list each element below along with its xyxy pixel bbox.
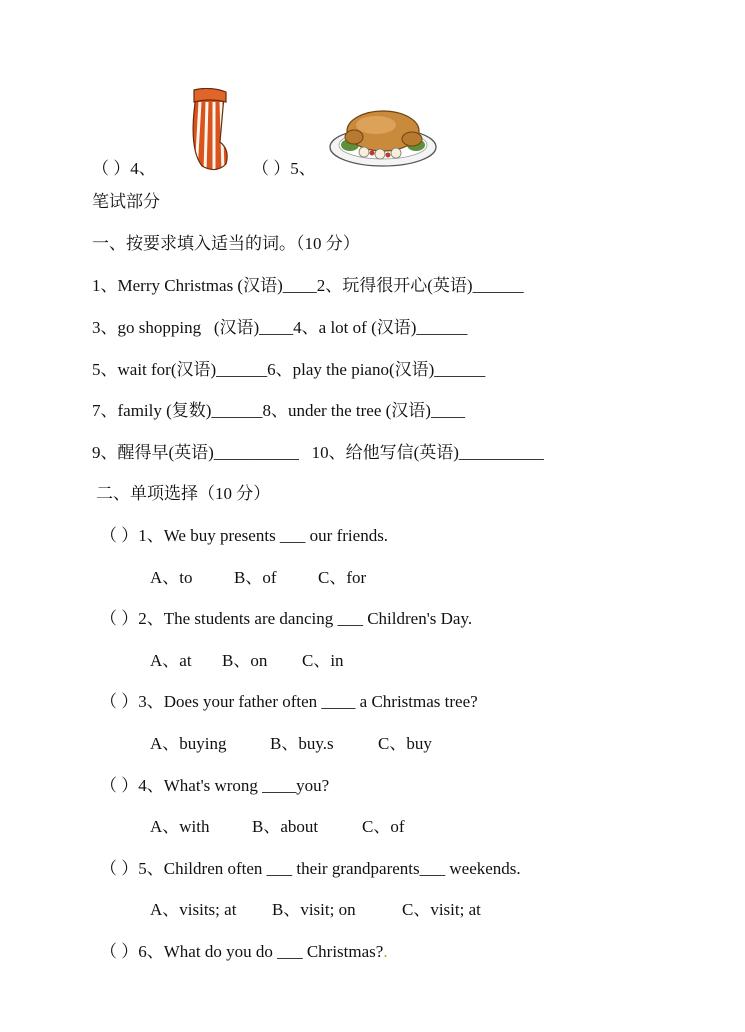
question-4-option-a: A、with — [150, 817, 210, 836]
question-1-option-b: B、of — [234, 568, 277, 587]
question-6 — [100, 942, 388, 962]
fill-in-row-4: 7、family (复数)______8、under the tree (汉语)____ — [92, 401, 465, 420]
fill-in-row-2: 3、go shopping (汉语)____4、a lot of (汉语)______ — [92, 318, 468, 337]
question-1-option-c: C、for — [318, 568, 367, 587]
page-heading: 笔试部分 — [92, 192, 160, 211]
question-2-option-b: B、on — [222, 651, 268, 670]
section-2-title: 二、单项选择（10 分） — [96, 484, 271, 503]
question-6-stray-dot: . — [383, 942, 388, 961]
picture-item-4-label: （ ）4、 — [92, 159, 156, 178]
question-3: （ ）3、Does your father often ____ a Christmas tree? — [100, 692, 478, 711]
fill-in-row-1: 1、Merry Christmas (汉语)____2、玩得很开心(英语)______ — [92, 276, 524, 295]
question-5-option-a: A、visits; at — [150, 900, 237, 919]
question-2-option-a: A、at — [150, 651, 192, 670]
section-1-title: 一、按要求填入适当的词。（10 分） — [92, 234, 360, 253]
question-3-option-c: C、buy — [378, 734, 432, 753]
picture-item-5-label: （ ）5、 — [252, 159, 316, 178]
question-1-option-a: A、to — [150, 568, 193, 587]
roast-turkey-icon — [328, 103, 438, 169]
question-3-option-a: A、buying — [150, 734, 227, 753]
question-4-option-c: C、of — [362, 817, 405, 836]
question-4: （ ）4、What's wrong ____you? — [100, 776, 330, 795]
question-2-option-c: C、in — [302, 651, 344, 670]
question-3-option-b: B、buy.s — [270, 734, 334, 753]
question-1: （ ）1、We buy presents ___ our friends. — [100, 526, 389, 545]
christmas-stocking-icon — [186, 88, 236, 176]
fill-in-row-3: 5、wait for(汉语)______6、play the piano(汉语)______ — [92, 360, 486, 379]
question-6-text: （ ）6、What do you do ___ Christmas? — [100, 942, 384, 961]
question-2: （ ）2、The students are dancing ___ Children's Day. — [100, 609, 473, 628]
question-5-option-b: B、visit; on — [272, 900, 356, 919]
question-4-option-b: B、about — [252, 817, 319, 836]
question-5: （ ）5、Children often ___ their grandparents___ weekends. — [100, 859, 521, 878]
question-5-option-c: C、visit; at — [402, 900, 481, 919]
fill-in-row-5: 9、醒得早(英语)__________ 10、给他写信(英语)__________ — [92, 443, 544, 462]
